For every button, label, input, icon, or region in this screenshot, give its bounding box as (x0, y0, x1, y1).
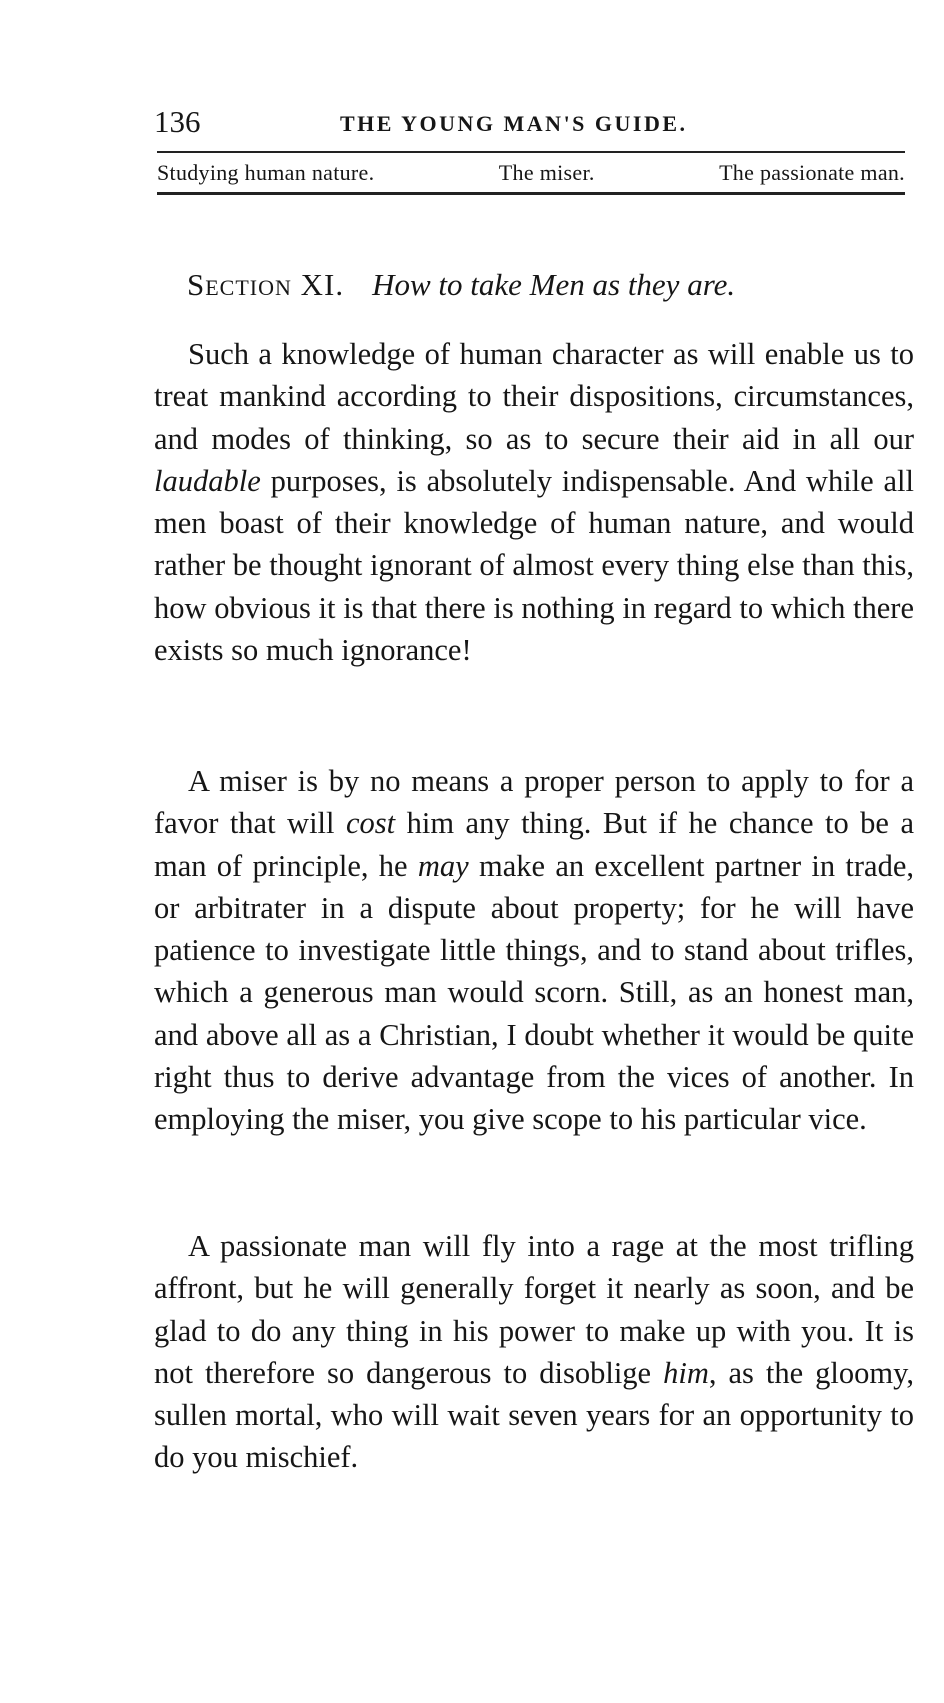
text-run: make an excellent partner in trade, or arbitrater in a dispute about property; for he will have patience to investigate little things, and to stand about trifles, which a generous man would scorn. Still, as an honest man, and above all as a Christian, I doubt whether it would be quite right thus to derive advantage from the vices of another. In employing the miser, you give scope to his particular vice. (154, 848, 915, 1137)
header-rule-top (157, 151, 905, 153)
paragraph-text (154, 760, 914, 1141)
page-number: 136 (154, 104, 201, 139)
paragraph-miser (154, 760, 914, 1141)
text-run: A miser is by no means a proper person to apply to for a favor that will (154, 764, 914, 841)
text-run: Such a knowledge of human character as will enable us to treat mankind according to their dispositions, circumstances, and modes of thinking, so as to secure their aid in all our (154, 337, 914, 456)
paragraph-text (154, 1225, 914, 1479)
paragraph-passionate-man (154, 1225, 914, 1479)
section-label: Section XI. (187, 267, 345, 302)
header-rule-bottom (157, 192, 905, 195)
italic-run: him (663, 1355, 709, 1390)
book-title: THE YOUNG MAN'S GUIDE. (340, 111, 688, 136)
topic-item: The miser. (498, 160, 595, 185)
text-run: purposes, is absolutely indispensable. And while all men boast of their knowledge of human nature, and would rather be thought ignorant of almost every thing else than this, how obvious it is that there is nothing in regard to which there exists so much ignorance! (154, 463, 914, 668)
italic-run: laudable (154, 463, 261, 498)
topic-line (157, 155, 905, 191)
topic-item: The passionate man. (719, 160, 905, 185)
section-heading (187, 263, 735, 307)
running-head (154, 100, 904, 144)
section-title: How to take Men as they are. (372, 267, 736, 302)
text-run: , as the gloomy, sullen mortal, who will wait seven years for an opportunity to do you mischief. (154, 1355, 914, 1475)
text-run: him any thing. But if he chance to be a man of principle, he (154, 806, 914, 883)
italic-run: may (417, 848, 469, 883)
topic-item: Studying human nature. (157, 160, 375, 185)
text-run: A passionate man will fly into a rage at the most trifling affront, but he will generally forget it nearly as soon, and be glad to do any thing in his power to make up with you. It is not therefore so dangerous to disoblige (154, 1229, 914, 1390)
italic-run: cost (346, 806, 396, 841)
paragraph-knowledge (154, 333, 914, 671)
paragraph-text (154, 333, 914, 671)
